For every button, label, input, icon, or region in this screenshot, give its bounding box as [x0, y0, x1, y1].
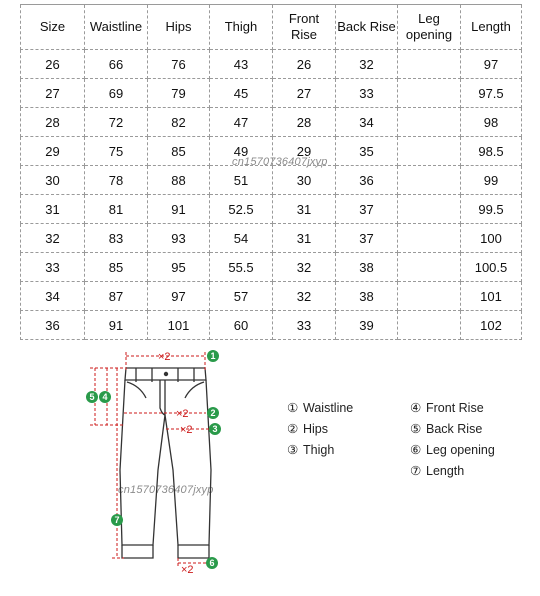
- table-cell: 97: [461, 50, 522, 79]
- table-cell: 98: [461, 108, 522, 137]
- table-cell: 88: [148, 166, 210, 195]
- table-cell: 28: [21, 108, 85, 137]
- pants-pocket-left: [127, 382, 146, 398]
- legend-front-rise: ④ Front Rise: [410, 401, 484, 415]
- table-cell: 99: [461, 166, 522, 195]
- marker-4: 4: [102, 392, 108, 402]
- table-cell: 27: [21, 79, 85, 108]
- table-cell: 101: [148, 311, 210, 340]
- pants-button: [164, 372, 168, 376]
- times-two-label: ×2: [158, 351, 171, 363]
- column-header: Length: [461, 5, 522, 50]
- table-cell: 55.5: [210, 253, 273, 282]
- table-cell: 81: [85, 195, 148, 224]
- table-cell: 95: [148, 253, 210, 282]
- table-cell: 34: [336, 108, 398, 137]
- table-cell: 37: [336, 224, 398, 253]
- watermark: cn1570736407jxyp: [118, 484, 214, 496]
- table-cell: 75: [85, 137, 148, 166]
- column-header: Front Rise: [273, 5, 336, 50]
- table-cell: 98.5: [461, 137, 522, 166]
- table-cell: 39: [336, 311, 398, 340]
- table-cell: 52.5: [210, 195, 273, 224]
- table-cell: 29: [273, 137, 336, 166]
- table-cell: 99.5: [461, 195, 522, 224]
- table-cell: 36: [21, 311, 85, 340]
- table-cell: 57: [210, 282, 273, 311]
- table-cell: 85: [85, 253, 148, 282]
- table-cell: 28: [273, 108, 336, 137]
- table-cell: 30: [21, 166, 85, 195]
- table-cell: 97: [148, 282, 210, 311]
- table-cell: 34: [21, 282, 85, 311]
- table-cell: 51: [210, 166, 273, 195]
- table-cell: 32: [273, 282, 336, 311]
- table-cell: 78: [85, 166, 148, 195]
- table-cell: 72: [85, 108, 148, 137]
- table-cell: 43: [210, 50, 273, 79]
- table-cell: 83: [85, 224, 148, 253]
- legend-thigh: ③ Thigh: [287, 443, 335, 457]
- table-cell: 85: [148, 137, 210, 166]
- legend-leg-opening: ⑥ Leg opening: [410, 443, 495, 457]
- table-cell: 102: [461, 311, 522, 340]
- table-cell: 45: [210, 79, 273, 108]
- column-header: Hips: [148, 5, 210, 50]
- column-header: Size: [21, 5, 85, 50]
- table-cell: 32: [336, 50, 398, 79]
- pants-pocket-right: [185, 382, 204, 398]
- pants-left-leg: [120, 380, 165, 545]
- marker-7: 7: [114, 515, 120, 525]
- table-cell: 87: [85, 282, 148, 311]
- legend-hips: ② Hips: [287, 422, 329, 436]
- table-cell: 49: [210, 137, 273, 166]
- table-cell: 31: [273, 224, 336, 253]
- times-two-label: ×2: [181, 564, 194, 576]
- pants-fly: [160, 380, 165, 415]
- marker-2: 2: [210, 408, 216, 418]
- table-cell: 91: [85, 311, 148, 340]
- table-cell: 101: [461, 282, 522, 311]
- marker-5: 5: [89, 392, 95, 402]
- table-cell: 38: [336, 253, 398, 282]
- table-cell: 35: [336, 137, 398, 166]
- table-cell: 79: [148, 79, 210, 108]
- table-cell: 69: [85, 79, 148, 108]
- column-header: Waistline: [85, 5, 148, 50]
- legend-waistline: ① Waistline: [287, 401, 354, 415]
- table-cell: 38: [336, 282, 398, 311]
- table-cell: 76: [148, 50, 210, 79]
- table-cell: 30: [273, 166, 336, 195]
- table-cell: 47: [210, 108, 273, 137]
- times-two-label: ×2: [176, 408, 189, 420]
- table-cell: 26: [273, 50, 336, 79]
- table-cell: 32: [273, 253, 336, 282]
- marker-1: 1: [210, 351, 216, 361]
- table-cell: 32: [21, 224, 85, 253]
- table-cell: 66: [85, 50, 148, 79]
- table-cell: 54: [210, 224, 273, 253]
- marker-3: 3: [212, 424, 218, 434]
- table-cell: 31: [21, 195, 85, 224]
- pants-left-cuff: [122, 545, 153, 558]
- table-cell: 36: [336, 166, 398, 195]
- table-cell: 93: [148, 224, 210, 253]
- legend-length: ⑦ Length: [410, 464, 465, 478]
- pants-right-leg: [165, 380, 211, 545]
- table-cell: 33: [336, 79, 398, 108]
- table-cell: 100: [461, 224, 522, 253]
- times-two-label: ×2: [180, 424, 193, 436]
- column-header: Leg opening: [398, 5, 461, 50]
- table-cell: 91: [148, 195, 210, 224]
- legend-back-rise: ⑤ Back Rise: [410, 422, 483, 436]
- column-header: Thigh: [210, 5, 273, 50]
- table-cell: 82: [148, 108, 210, 137]
- table-cell: 27: [273, 79, 336, 108]
- pants-right-cuff: [178, 545, 209, 558]
- table-cell: 60: [210, 311, 273, 340]
- table-cell: 97.5: [461, 79, 522, 108]
- table-cell: 29: [21, 137, 85, 166]
- marker-6: 6: [209, 558, 215, 568]
- watermark: cn1570736407jxyp: [232, 156, 328, 168]
- table-cell: 37: [336, 195, 398, 224]
- table-cell: 31: [273, 195, 336, 224]
- table-cell: 26: [21, 50, 85, 79]
- table-cell: 100.5: [461, 253, 522, 282]
- table-cell: 33: [273, 311, 336, 340]
- table-cell: 33: [21, 253, 85, 282]
- column-header: Back Rise: [336, 5, 398, 50]
